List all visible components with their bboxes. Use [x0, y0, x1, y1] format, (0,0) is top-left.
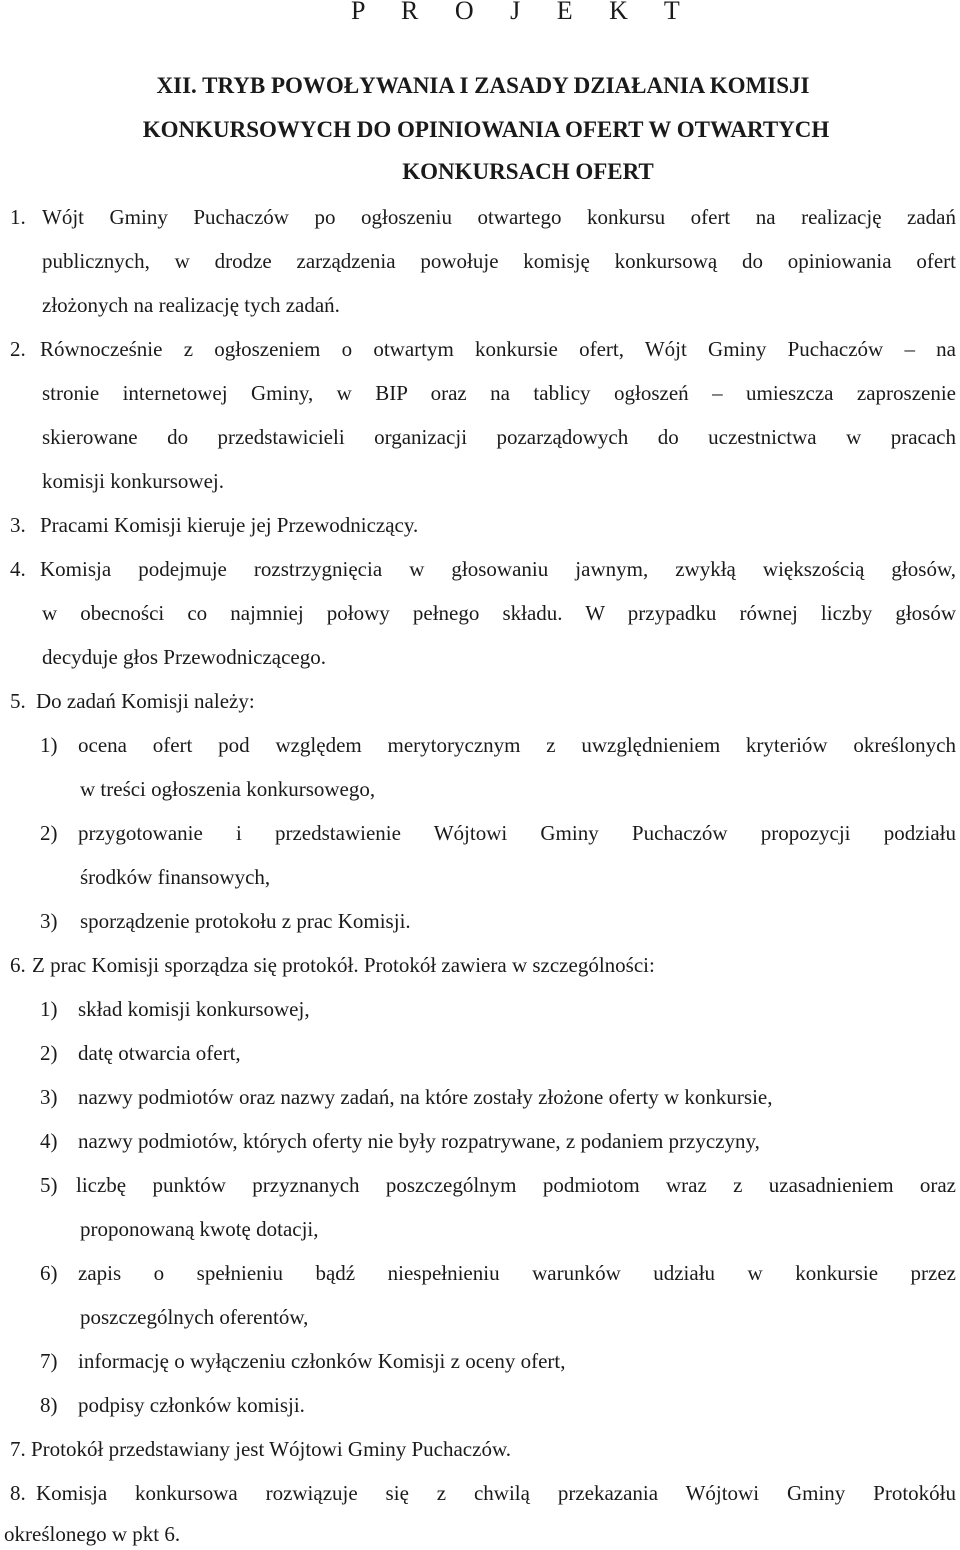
paragraph-7-line-1 [10, 1434, 511, 1464]
paragraph-3-text: Pracami Komisji kieruje jej Przewodniczący. [40, 513, 419, 537]
paragraph-2-line-1 [10, 334, 956, 364]
paragraph-5-text: Do zadań Komisji należy: [36, 689, 255, 713]
section-title-line-1: XII. TRYB POWOŁYWANIA I ZASADY DZIAŁANIA KOMISJI [156, 73, 810, 98]
list-item [40, 1170, 956, 1200]
list-item-continuation: poszczególnych oferentów, [80, 1305, 309, 1329]
list-item [40, 906, 411, 936]
list-item-text: informację o wyłączeniu członków Komisji z oceny ofert, [78, 1349, 566, 1373]
paragraph-1-line-1 [10, 202, 956, 232]
list-item-number: 7) [40, 1349, 58, 1373]
list-item-text: liczbę punktów przyznanych poszczególnym podmiotom wraz z uzasadnieniem oraz [76, 1173, 956, 1197]
paragraph-7-number: 7. [10, 1437, 26, 1461]
list-item-number: 1) [40, 997, 58, 1021]
list-item-number: 3) [40, 909, 58, 933]
paragraph-2-line-2: stronie internetowej Gminy, w BIP oraz na tablicy ogłoszeń – umieszcza zaproszenie [42, 381, 956, 405]
paragraph-6-number: 6. [10, 953, 26, 977]
paragraph-7-text: Protokół przedstawiany jest Wójtowi Gminy Puchaczów. [31, 1437, 511, 1461]
paragraph-1-number: 1. [10, 205, 26, 229]
paragraph-4-line-3: decyduje głos Przewodniczącego. [42, 645, 326, 669]
paragraph-4-text-1: Komisja podejmuje rozstrzygnięcia w głosowaniu jawnym, zwykłą większością głosów, [40, 557, 956, 581]
list-item-text: przygotowanie i przedstawienie Wójtowi Gminy Puchaczów propozycji podziału [78, 821, 956, 845]
list-item-continuation: w treści ogłoszenia konkursowego, [80, 777, 376, 801]
list-item-text: zapis o spełnieniu bądź niespełnieniu warunków udziału w konkursie przez [78, 1261, 956, 1285]
list-item-text: sporządzenie protokołu z prac Komisji. [80, 909, 411, 933]
list-item-continuation: środków finansowych, [80, 865, 271, 889]
paragraph-2-number: 2. [10, 337, 26, 361]
paragraph-1-line-3: złożonych na realizację tych zadań. [42, 293, 340, 317]
paragraph-4-line-1 [10, 554, 956, 584]
list-item [40, 1126, 760, 1156]
list-item-number: 8) [40, 1393, 58, 1417]
paragraph-4-number: 4. [10, 557, 26, 581]
list-item-text: nazwy podmiotów oraz nazwy zadań, na które zostały złożone oferty w konkursie, [78, 1085, 773, 1109]
paragraph-3-number: 3. [10, 513, 26, 537]
list-item [40, 1390, 305, 1420]
list-item-text: datę otwarcia ofert, [78, 1041, 241, 1065]
paragraph-6-line-1 [10, 950, 655, 980]
list-item-number: 4) [40, 1129, 58, 1153]
paragraph-8-number: 8. [10, 1481, 26, 1505]
list-item-text: nazwy podmiotów, których oferty nie były rozpatrywane, z podaniem przyczyny, [78, 1129, 760, 1153]
list-item-number: 3) [40, 1085, 58, 1109]
paragraph-6-text: Z prac Komisji sporządza się protokół. Protokół zawiera w szczególności: [32, 953, 655, 977]
projekt-label: P R O J E K T [351, 0, 695, 25]
list-item-number: 1) [40, 733, 58, 757]
list-item-text: podpisy członków komisji. [78, 1393, 305, 1417]
list-item-number: 2) [40, 821, 58, 845]
list-item [40, 994, 310, 1024]
list-item [40, 818, 956, 848]
list-item-number: 2) [40, 1041, 58, 1065]
paragraph-2-text-1: Równocześnie z ogłoszeniem o otwartym konkursie ofert, Wójt Gminy Puchaczów – na [40, 337, 956, 361]
list-item-text: skład komisji konkursowej, [78, 997, 310, 1021]
paragraph-4-line-2: w obecności co najmniej połowy pełnego składu. W przypadku równej liczby głosów [42, 601, 956, 625]
paragraph-8-text-1: Komisja konkursowa rozwiązuje się z chwilą przekazania Wójtowi Gminy Protokółu [36, 1481, 956, 1505]
paragraph-8-line-2: określonego w pkt 6. [4, 1522, 181, 1546]
section-title-line-3: KONKURSACH OFERT [402, 159, 654, 184]
list-item [40, 730, 956, 760]
paragraph-3-line-1 [10, 510, 418, 540]
list-item [40, 1038, 241, 1068]
paragraph-1-text-1: Wójt Gminy Puchaczów po ogłoszeniu otwartego konkursu ofert na realizację zadań [42, 205, 956, 229]
section-title-line-2: KONKURSOWYCH DO OPINIOWANIA OFERT W OTWARTYCH [142, 117, 830, 142]
list-item [40, 1346, 566, 1376]
list-item-text: ocena ofert pod względem merytorycznym z uwzględnieniem kryteriów określonych [78, 733, 956, 757]
paragraph-8-line-1 [10, 1478, 956, 1508]
list-item [40, 1082, 773, 1112]
paragraph-5-line-1 [10, 686, 255, 716]
list-item-continuation: proponowaną kwotę dotacji, [80, 1217, 319, 1241]
list-item-number: 5) [40, 1173, 58, 1197]
paragraph-1-line-2: publicznych, w drodze zarządzenia powołuje komisję konkursową do opiniowania ofert [42, 249, 956, 273]
paragraph-5-number: 5. [10, 689, 26, 713]
paragraph-2-line-3: skierowane do przedstawicieli organizacji pozarządowych do uczestnictwa w pracach [42, 425, 956, 449]
paragraph-2-line-4: komisji konkursowej. [42, 469, 224, 493]
list-item [40, 1258, 956, 1288]
list-item-number: 6) [40, 1261, 58, 1285]
